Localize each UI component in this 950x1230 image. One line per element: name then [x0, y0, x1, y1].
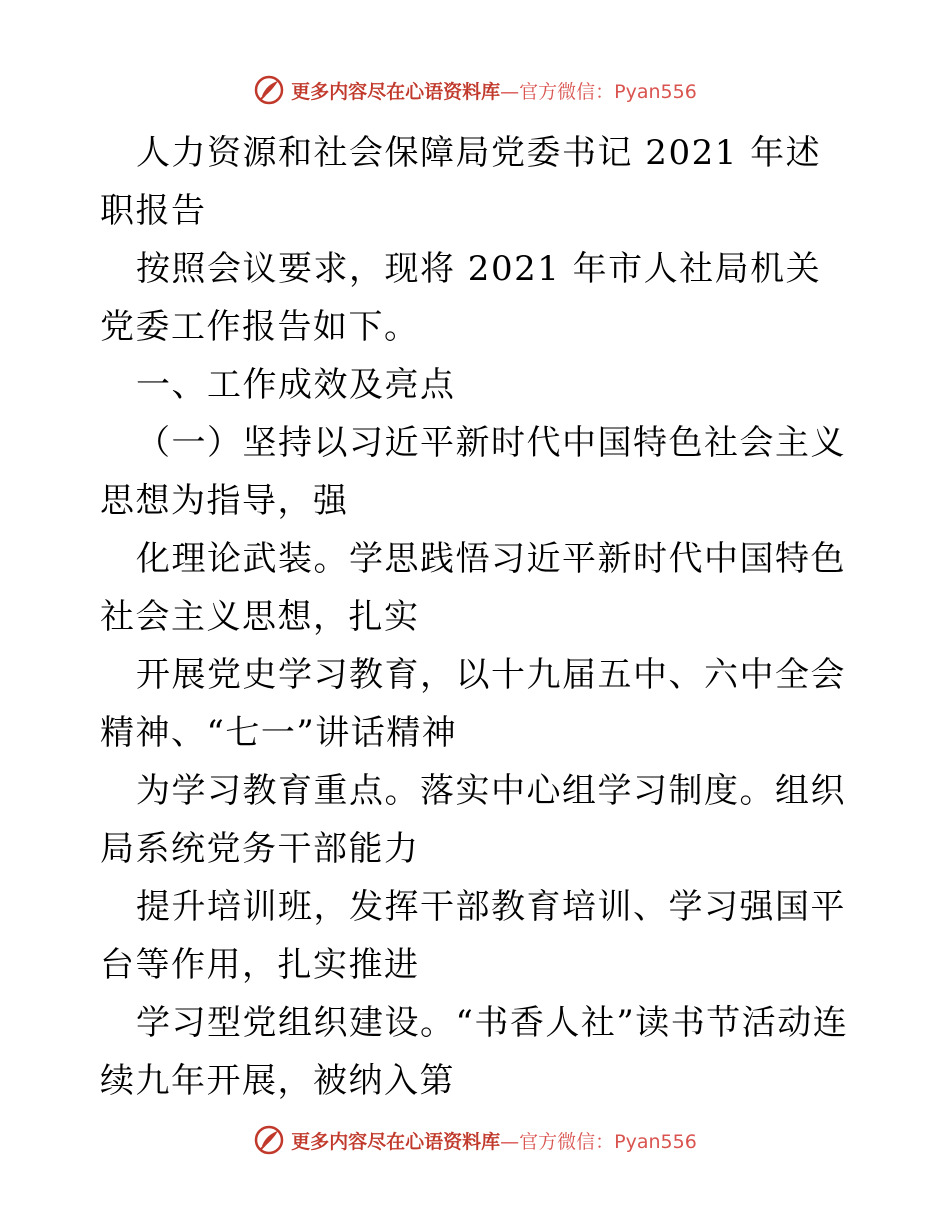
watermark-text: 更多内容尽在心语资料库—官方微信：Pyan556 [291, 80, 697, 103]
quill-logo-icon [253, 1124, 285, 1156]
section-heading: 一、工作成效及亮点 [136, 365, 456, 405]
header-watermark [0, 70, 950, 110]
paragraph: 按照会议要求，现将 2021 年市人社局机关党委工作报告如下。 [100, 249, 822, 347]
paragraph: （一）坚持以习近平新时代中国特色社会主义思想为指导，强 [100, 423, 846, 521]
paragraph: 化理论武装。学思践悟习近平新时代中国特色社会主义思想，扎实 [100, 539, 846, 637]
footer-watermark [0, 1120, 950, 1160]
quill-logo-icon [253, 74, 285, 106]
paragraph: 为学习教育重点。落实中心组学习制度。组织局系统党务干部能力 [100, 771, 846, 869]
watermark-text: 更多内容尽在心语资料库—官方微信：Pyan556 [291, 1130, 697, 1153]
paragraph: 提升培训班，发挥干部教育培训、学习强国平台等作用，扎实推进 [100, 887, 846, 985]
paragraph: 开展党史学习教育，以十九届五中、六中全会精神、“七一”讲话精神 [100, 655, 846, 753]
document-title: 人力资源和社会保障局党委书记 2021 年述职报告 [100, 133, 822, 231]
document-body [100, 124, 852, 1110]
paragraph: 学习型党组织建设。“书香人社”读书节活动连续九年开展，被纳入第 [100, 1003, 849, 1101]
